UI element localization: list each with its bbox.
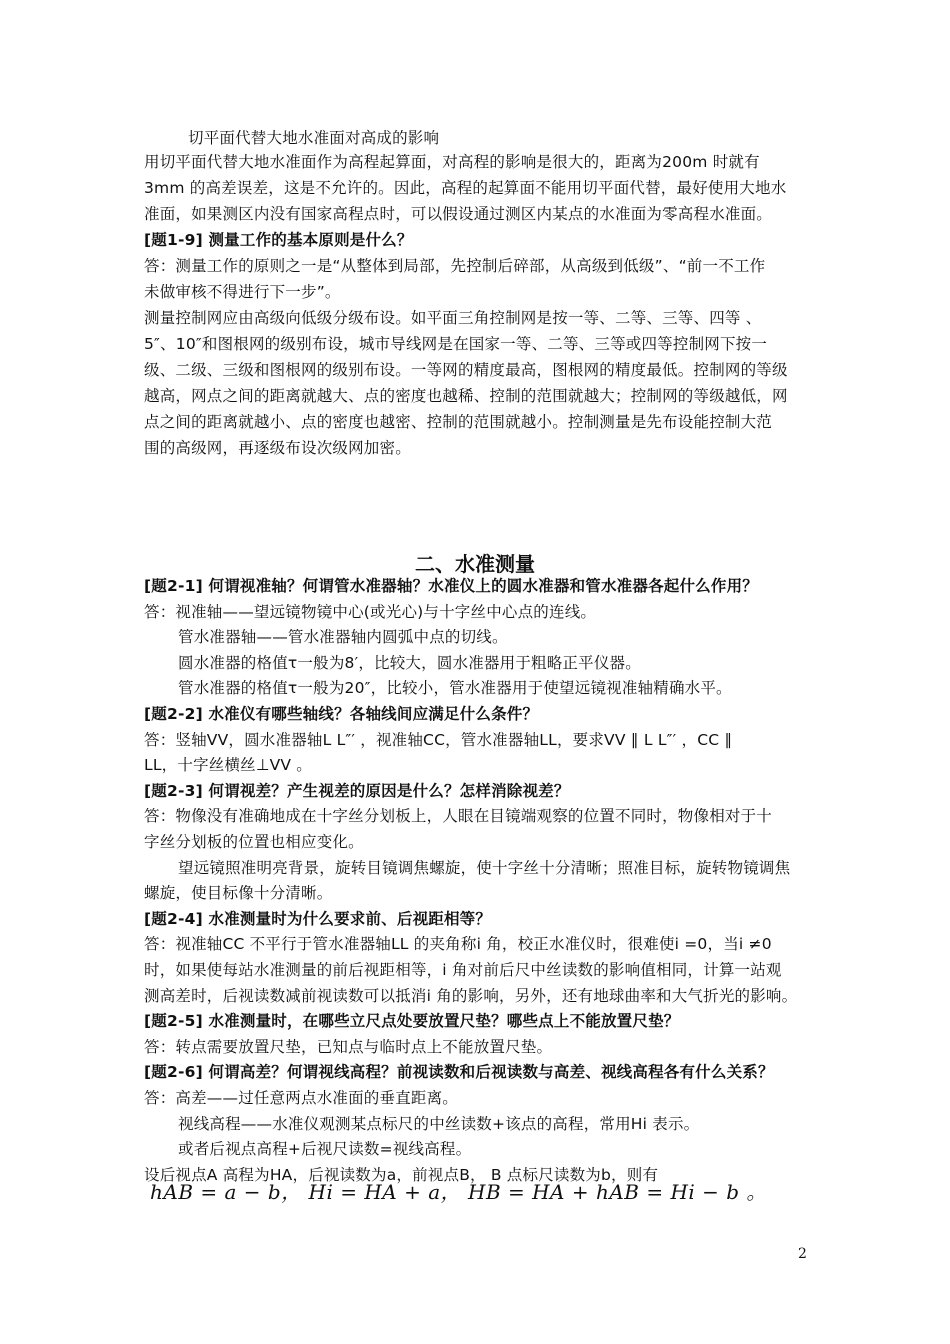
text-line: 点之间的距离就越小、点的密度也越密、控制的范围就越小。控制测量是先布设能控制大范 xyxy=(144,413,773,431)
text-line: 答：测量工作的原则之一是“从整体到局部，先控制后碎部，从高级到低级”、“前一不工作 xyxy=(144,257,766,275)
text-line: 测量控制网应由高级向低级分级布设。如平面三角控制网是按一等、二等、三等、四等 、 xyxy=(144,309,762,327)
question-heading: [题2-1] 何谓视准轴？何谓管水准器轴？水准仪上的圆水准器和管水准器各起什么作用？ xyxy=(144,577,758,595)
text-line: 或者后视点高程+后视尺读数=视线高程。 xyxy=(178,1140,472,1159)
text-line: 3mm 的高差误差，这是不允许的。因此，高程的起算面不能用切平面代替，最好使用大地水 xyxy=(144,179,787,197)
text-line: 答：转点需要放置尺垫，已知点与临时点上不能放置尺垫。 xyxy=(144,1037,553,1056)
text-line: 越高，网点之间的距离就越大、点的密度也越稀、控制的范围就越大；控制网的等级越低，网 xyxy=(144,387,788,405)
question-heading: [题2-5] 水准测量时，在哪些立尺点处要放置尺垫？哪些点上不能放置尺垫？ xyxy=(144,1012,680,1031)
text-line: 准面，如果测区内没有国家高程点时，可以假设通过测区内某点的水准面为零高程水准面。 xyxy=(144,205,773,223)
text-line: 5″、10″和图根网的级别布设，城市导线网是在国家一等、二等、三等或四等控制网下按一 xyxy=(144,335,768,353)
text-line: 级、二级、三级和图根网的级别布设。一等网的精度最高，图根网的精度最低。控制网的等级 xyxy=(144,361,788,379)
text-line: 管水准器轴——管水准器轴内圆弧中点的切线。 xyxy=(178,628,508,647)
text-line: 测高差时，后视读数减前视读数可以抵消i 角的影响，另外，还有地球曲率和大气折光的影响。 xyxy=(144,986,798,1005)
text-line: 螺旋，使目标像十分清晰。 xyxy=(144,884,333,903)
question-heading: [题2-3] 何谓视差？产生视差的原因是什么？怎样消除视差？ xyxy=(144,781,570,800)
text-line: 字丝分划板的位置也相应变化。 xyxy=(144,833,364,851)
section-subhead: 切平面代替大地水准面对高成的影响 xyxy=(188,129,440,147)
text-line: 答：物像没有准确地成在十字丝分划板上，人眼在目镜端观察的位置不同时，物像相对于十 xyxy=(144,807,773,826)
question-heading: [题2-4] 水准测量时为什么要求前、后视距相等？ xyxy=(144,909,492,928)
text-line: 答：竖轴VV，圆水准器轴L L″′ ，视准轴CC，管水准器轴LL，要求VV ∥ L L″′ ，CC ∥ xyxy=(144,730,733,749)
chapter-title: 二、水准测量 xyxy=(415,552,535,576)
text-line: 管水准器的格值τ一般为20″，比较小，管水准器用于使望远镜视准轴精确水平。 xyxy=(178,679,732,698)
question-heading: [题2-6] 何谓高差？何谓视线高程？前视读数和后视读数与高差、视线高程各有什么关系？ xyxy=(144,1063,774,1082)
question-heading: [题2-2] 水准仪有哪些轴线？各轴线间应满足什么条件？ xyxy=(144,705,539,723)
question-heading: [题1-9] 测量工作的基本原则是什么？ xyxy=(144,231,413,249)
text-line: 答：视准轴CC 不平行于管水准器轴LL 的夹角称i 角，校正水准仪时，很难使i =0，当i ≠0 xyxy=(144,935,772,954)
text-line: 围的高级网，再逐级布设次级网加密。 xyxy=(144,439,411,457)
text-line: LL，十字丝横丝⊥VV 。 xyxy=(144,756,313,775)
text-line: 答：高差——过任意两点水准面的垂直距离。 xyxy=(144,1089,459,1107)
text-line: 望远镜照准明亮背景，旋转目镜调焦螺旋，使十字丝十分清晰；照准目标，旋转物镜调焦 xyxy=(178,858,791,877)
text-line: 设后视点A 高程为HA，后视读数为a，前视点B， B 点标尺读数为b，则有 xyxy=(144,1165,659,1184)
formula: hAB = a − b， Hi = HA + a， HB = HA + hAB = Hi − b 。 xyxy=(150,1180,767,1204)
text-line: 圆水准器的格值τ一般为8′，比较大，圆水准器用于粗略正平仪器。 xyxy=(178,653,641,672)
text-line: 未做审核不得进行下一步”。 xyxy=(144,283,341,301)
text-line: 时，如果使每站水准测量的前后视距相等，i 角对前后尺中丝读数的影响值相同，计算一站观 xyxy=(144,961,782,979)
text-line: 答：视准轴——望远镜物镜中心(或光心)与十字丝中心点的连线。 xyxy=(144,602,597,621)
page-number: 2 xyxy=(798,1246,807,1262)
text-line: 视线高程——水准仪观测某点标尺的中丝读数+该点的高程，常用Hi 表示。 xyxy=(178,1114,700,1133)
text-line: 用切平面代替大地水准面作为高程起算面，对高程的影响是很大的，距离为200m 时就有 xyxy=(144,153,760,171)
